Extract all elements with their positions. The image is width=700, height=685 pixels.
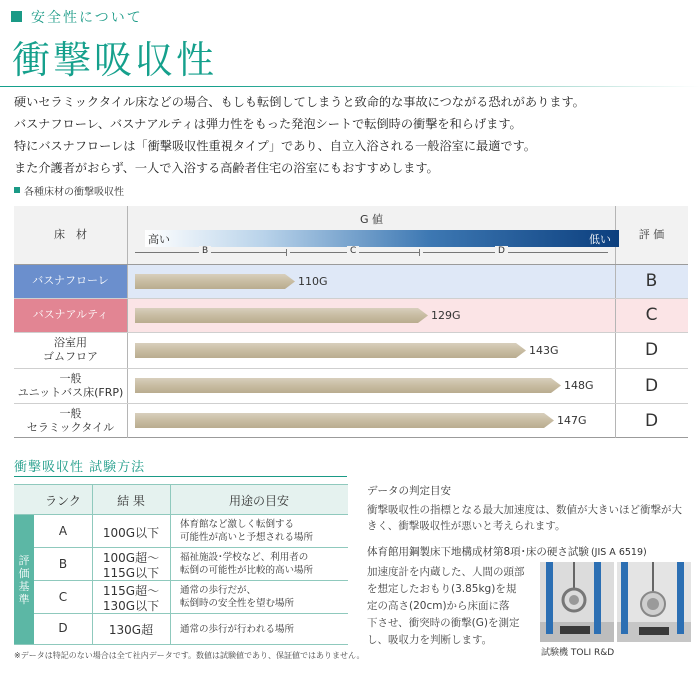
range-label-d: D (495, 246, 508, 256)
rank-cell: B (58, 557, 68, 571)
jis-test-title (367, 544, 647, 559)
range-label-b: B (199, 246, 211, 256)
floor-name (14, 368, 127, 403)
use-cell: 可能性が高いと予想される場所 (180, 532, 314, 543)
result-cell: 130G超 (108, 623, 154, 637)
intro-line: バスナフローレ、バスナアルティは弾力性をもった発泡シートで転倒時の衝撃を和らげます。 (14, 117, 522, 131)
criteria-text: きく、衝撃吸収性が悪いと考えられます。 (367, 520, 566, 532)
grade-value: B (645, 271, 658, 291)
gradient-high-label: 高い (148, 233, 170, 246)
grade-value: D (644, 410, 659, 431)
bar-value-label: 143G (529, 344, 559, 357)
range-tick (419, 249, 420, 256)
jis-text: 加速度計を内蔵した、人間の頭部 (367, 566, 525, 578)
grade-header: 評 価 (638, 228, 665, 241)
floor-name (14, 298, 127, 332)
floor-name-line: バスナフローレ (32, 274, 109, 287)
use-cell: 体育館など激しく転倒する (180, 519, 295, 530)
col-result-header: 結 果 (117, 494, 145, 508)
use-cell: 福祉施設･学校など、利用者の (180, 552, 309, 563)
test-method-heading: 衝撃吸収性 試験方法 (14, 460, 146, 475)
g-value-bar (135, 274, 295, 289)
floor-name-line: セラミックタイル (26, 420, 115, 434)
g-value-gradient (145, 230, 619, 247)
floor-name-line: バスナアルティ (32, 308, 109, 321)
jis-text: を想定したおもり(3.85kg)を規 (367, 583, 517, 595)
floor-name-line: 一般 (59, 406, 82, 420)
range-label-c: C (347, 246, 359, 256)
side-label (14, 514, 34, 645)
table-line (34, 547, 348, 548)
grade-value: C (645, 305, 658, 325)
result-cell: 100G以下 (102, 526, 160, 540)
result-cell: 115G超～ (102, 584, 160, 598)
jis-text: 定の高さ(20cm)から床面に落 (367, 600, 510, 612)
result-cell: 115G以下 (102, 566, 160, 580)
test-machine-illustration (540, 562, 614, 642)
intro-line: 硬いセラミックタイル床などの場合、もしも転倒してしまうと致命的な事故につながる恐れがあります。 (14, 95, 585, 109)
rank-criteria-table (14, 484, 348, 645)
bar-value-label: 148G (564, 379, 594, 392)
floor-name-line: ゴムフロア (43, 350, 98, 363)
table-line (14, 514, 348, 515)
jis-text: 下させ、衝突時の衝撃(G)を測定 (367, 617, 520, 629)
col-rank-header: ランク (45, 494, 81, 508)
chart-heading-marker (14, 187, 20, 193)
grade-value: D (644, 375, 659, 396)
range-line-d (423, 252, 608, 253)
floor-name-line: 一般 (59, 371, 82, 385)
floor-name (14, 264, 127, 298)
bar-value-label: 110G (298, 275, 328, 288)
jis-title-text: 体育館用鋼製床下地構成材第8項･床の硬さ試験 (367, 546, 589, 558)
rank-cell: C (58, 590, 68, 604)
use-cell: 通常の歩行だが、 (180, 585, 257, 596)
test-machine-photo (617, 562, 691, 642)
range-tick (286, 249, 287, 256)
side-label-char: 基 (18, 579, 30, 593)
table-line (14, 644, 348, 645)
photo-caption: 試験機 TOLI R&D (541, 648, 615, 658)
bar-value-label: 147G (557, 414, 587, 427)
result-cell: 130G以下 (102, 599, 160, 613)
use-cell: 転倒時の安全性を望む場所 (180, 598, 295, 609)
test-machine-photo (540, 562, 614, 642)
result-cell: 100G超～ (102, 551, 160, 565)
table-line (14, 484, 348, 485)
jis-text: し、吸収力を判断します。 (367, 634, 493, 646)
page-title: 衝撃吸収性 (12, 38, 218, 82)
floor-name-line: ユニットバス床(FRP) (17, 385, 124, 399)
test-heading-divider (14, 476, 347, 477)
use-cell: 通常の歩行が行われる場所 (180, 624, 295, 635)
intro-line: また介護者がおらず、一人で入浴する高齢者住宅の浴室にもおすすめします。 (14, 161, 439, 175)
g-value-header: G 値 (360, 213, 384, 226)
section-label: 安全性について (31, 10, 143, 26)
side-label-char: 評 (18, 553, 30, 567)
side-label-char: 準 (18, 592, 30, 606)
g-value-bar (135, 308, 428, 323)
title-divider (0, 86, 700, 87)
bar-value-label: 129G (431, 309, 461, 322)
floor-header: 床 材 (54, 228, 87, 241)
test-machine-illustration (617, 562, 691, 642)
rank-cell: D (58, 621, 68, 635)
section-marker (11, 11, 22, 22)
table-line (34, 613, 348, 614)
intro-line: 特にバスナフローレは「衝撃吸収性重視タイプ」であり、自立入浴される一般浴室に最適です。 (14, 139, 536, 153)
criteria-title: データの判定目安 (367, 485, 451, 497)
table-line (34, 580, 348, 581)
criteria-text: 衝撃吸収性の指標となる最大加速度は、数値が大きいほど衝撃が大 (367, 504, 682, 516)
chart-heading: 各種床材の衝撃吸収性 (24, 187, 124, 198)
floor-name-line: 浴室用 (54, 336, 87, 349)
side-label-char: 価 (18, 566, 30, 580)
grade-value: D (644, 340, 659, 360)
g-value-bar (135, 343, 526, 358)
impact-absorption-chart (14, 206, 688, 438)
floor-name (14, 403, 127, 438)
col-use-header: 用途の目安 (228, 494, 289, 508)
floor-name (14, 332, 127, 368)
jis-standard: (JIS A 6519) (590, 547, 647, 558)
g-value-bar (135, 378, 561, 393)
rank-cell: A (58, 524, 68, 538)
g-value-bar (135, 413, 554, 428)
footnote: ※データは特記のない場合は全て社内データです。数値は試験値であり、保証値ではありません。 (14, 651, 365, 660)
use-cell: 転倒の可能性が比較的高い場所 (180, 565, 314, 576)
gradient-low-label: 低い (589, 233, 611, 246)
